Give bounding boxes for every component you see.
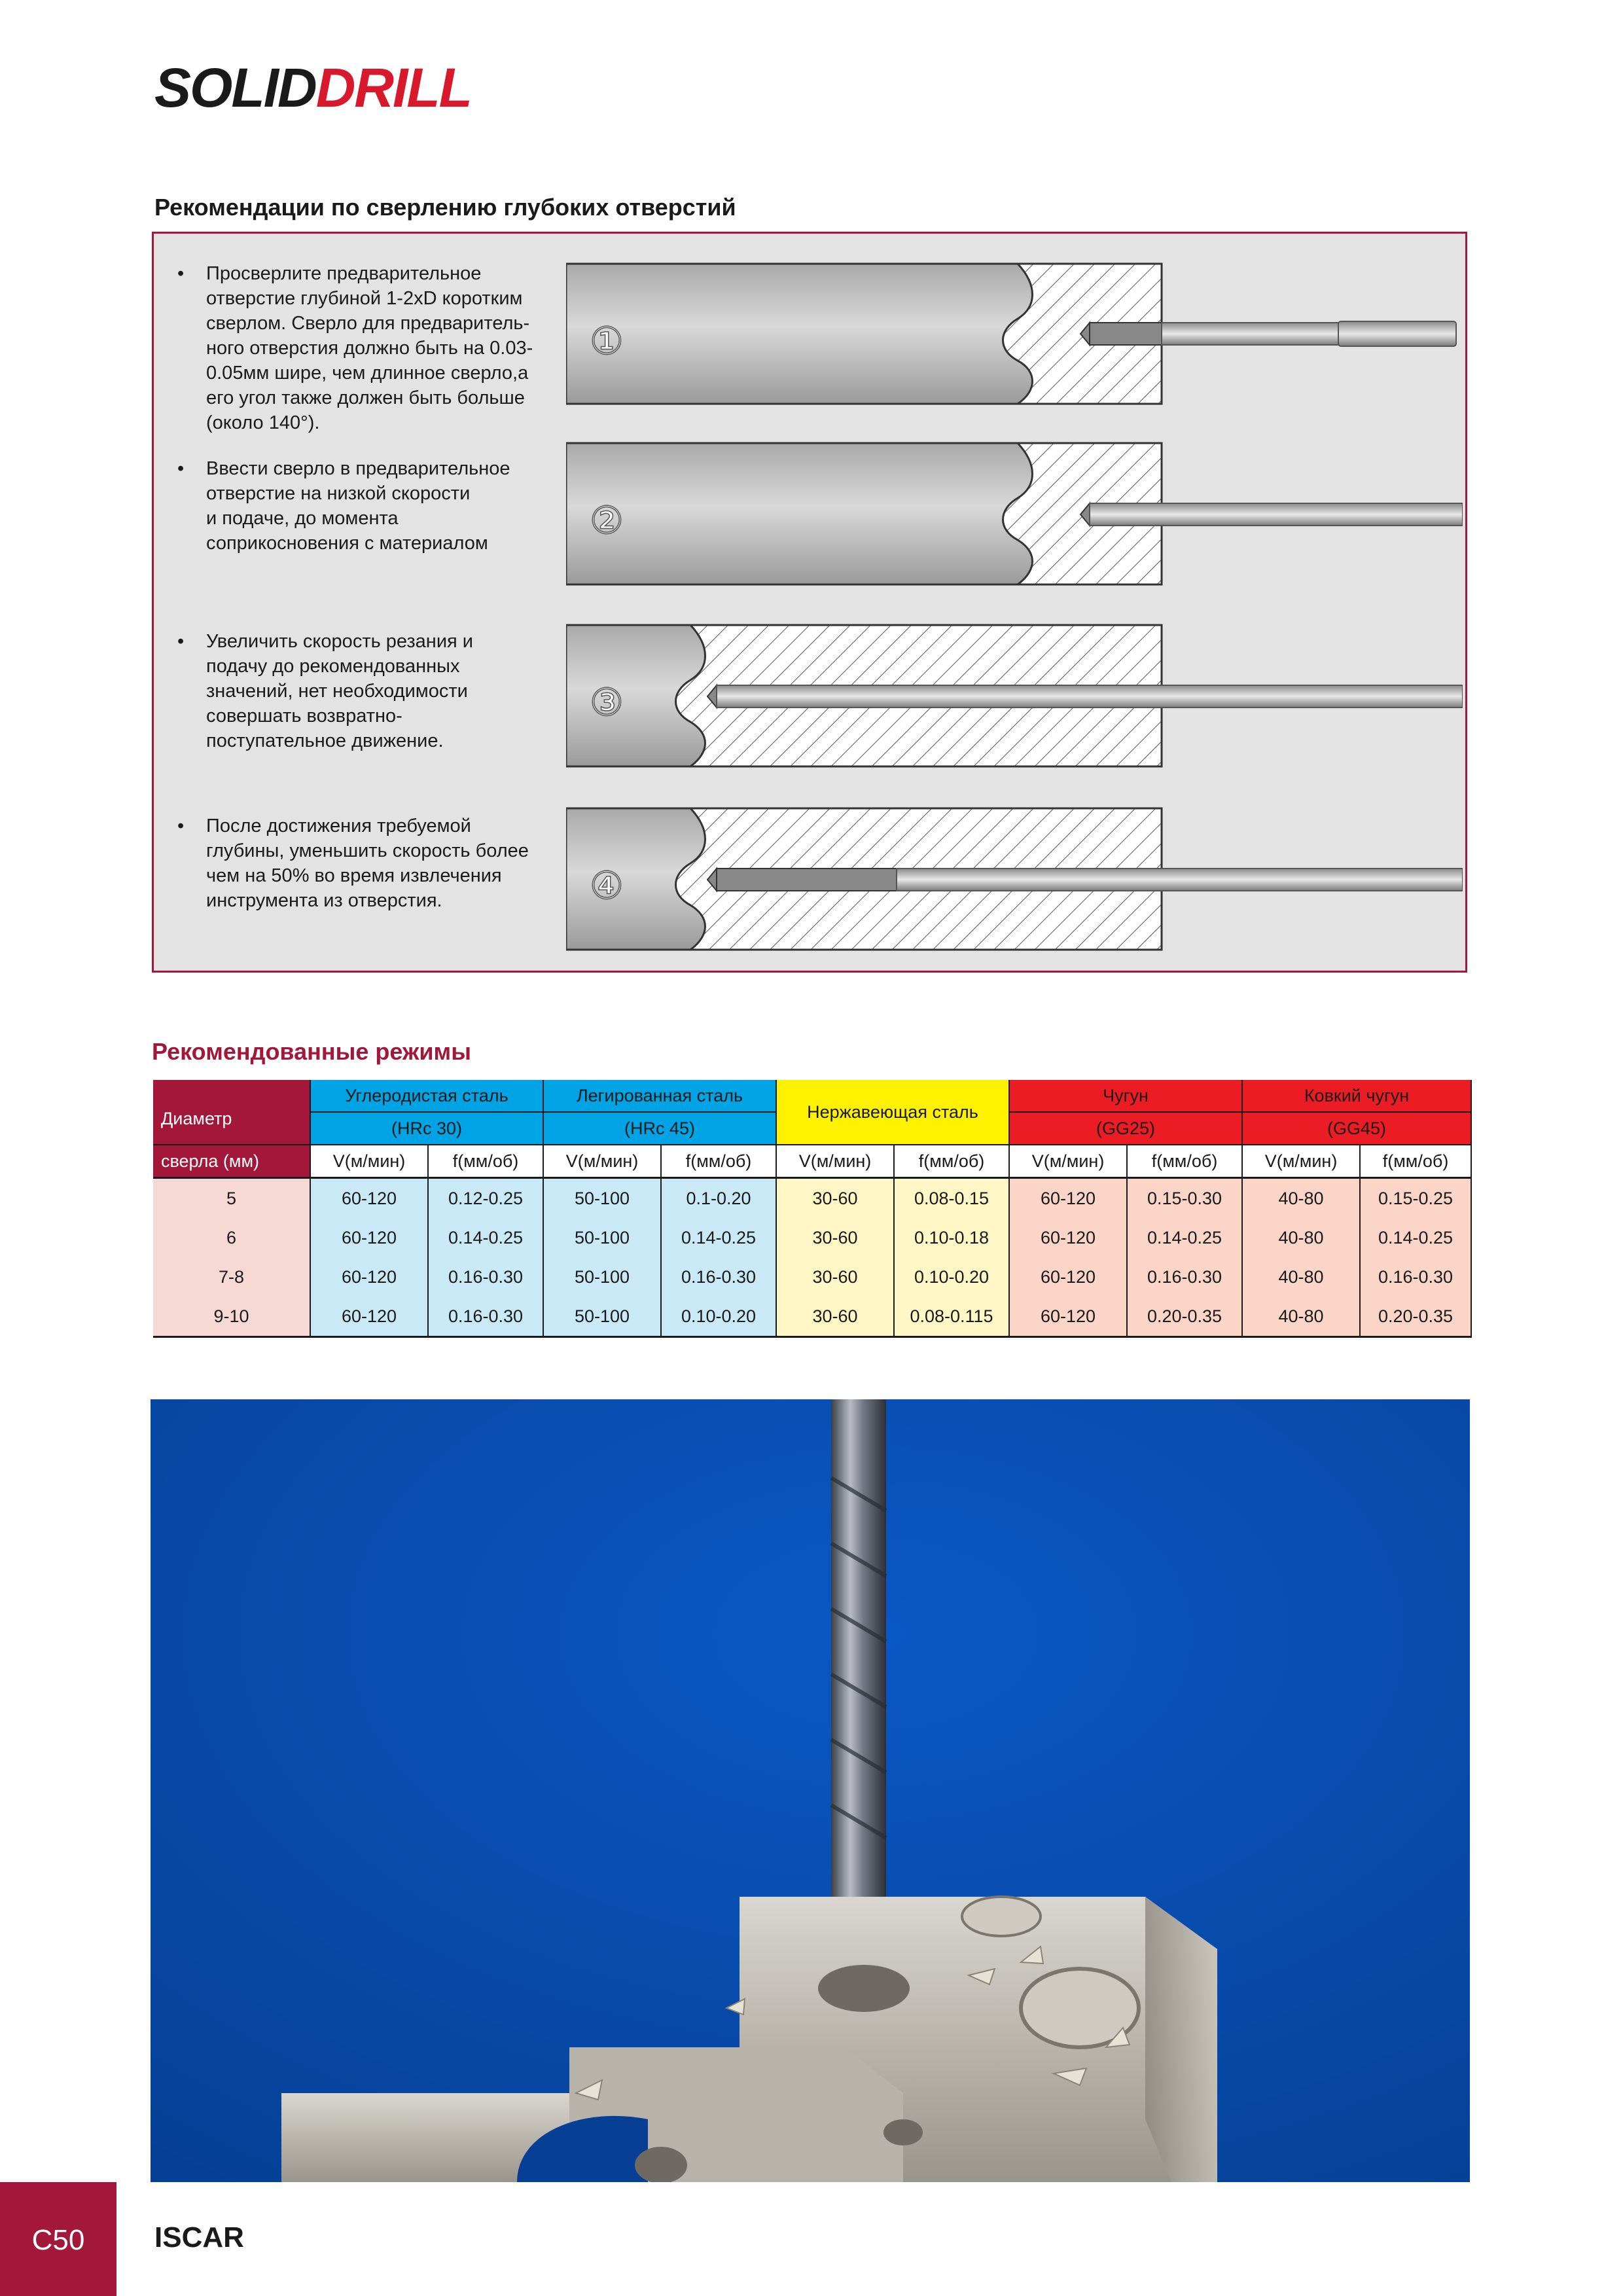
unit-v: V(м/мин): [310, 1145, 428, 1178]
unit-f: f(мм/об): [661, 1145, 776, 1178]
step-3-diagram: [566, 624, 1463, 769]
table-cell: 0.16-0.30: [661, 1257, 776, 1297]
cell-diameter: 5: [153, 1178, 310, 1219]
table-cell: 0.15-0.30: [1127, 1178, 1242, 1219]
step-2-text: [177, 456, 544, 556]
step-1-description: Просверлите предварительное отверстие глубиной 1-2xD коротким сверлом. Сверло для предваритель- ного отверстия должно быть на 0.03- 0.05мм шире, чем длинное сверло,а его угол также должен быть больше (около 140°).: [206, 263, 533, 433]
table-cell: 0.20-0.35: [1360, 1297, 1471, 1337]
table-cell: 50-100: [543, 1297, 661, 1337]
bullet: •: [177, 263, 185, 284]
table-cell: 40-80: [1242, 1297, 1360, 1337]
bullet: •: [177, 631, 185, 652]
table-cell: 0.20-0.35: [1127, 1297, 1242, 1337]
table-cell: 0.16-0.30: [1127, 1257, 1242, 1297]
table-cell: 0.10-0.20: [661, 1297, 776, 1337]
group-carbon-steel: Углеродистая сталь: [310, 1080, 543, 1112]
table-cell: 30-60: [776, 1297, 894, 1337]
table-cell: 60-120: [1009, 1178, 1127, 1219]
table-row: [153, 1257, 1471, 1297]
table-cell: 50-100: [543, 1178, 661, 1219]
step-number-3: ③: [590, 680, 624, 725]
table-cell: 0.14-0.25: [1360, 1218, 1471, 1257]
table-cell: 0.10-0.20: [894, 1257, 1009, 1297]
group-alloy-steel: Легированная сталь: [543, 1080, 776, 1112]
table-cell: 30-60: [776, 1218, 894, 1257]
bullet: •: [177, 458, 185, 479]
table-cell: 60-120: [310, 1257, 428, 1297]
section-title: Рекомендации по сверлению глубоких отверстий: [154, 194, 736, 221]
group-ductile-iron: Ковкий чугун: [1242, 1080, 1471, 1112]
table-cell: 0.16-0.30: [428, 1257, 543, 1297]
step-2-description: Ввести сверло в предварительное отверстие на низкой скорости и подаче, до момента соприкосновения с материалом: [206, 458, 510, 554]
table-row: [153, 1218, 1471, 1257]
table-cell: 30-60: [776, 1178, 894, 1219]
table-cell: 40-80: [1242, 1178, 1360, 1219]
table-cell: 0.10-0.18: [894, 1218, 1009, 1257]
unit-v: V(м/мин): [776, 1145, 894, 1178]
table-cell: 0.16-0.30: [1360, 1257, 1471, 1297]
table-units-row: [153, 1145, 1471, 1178]
group-cast-iron: Чугун: [1009, 1080, 1242, 1112]
deep-drilling-steps-panel: [152, 232, 1467, 973]
table-cell: 0.14-0.25: [428, 1218, 543, 1257]
step-3-description: Увеличить скорость резания и подачу до рекомендованных значений, нет необходимости совершать возвратно- поступательное движение.: [206, 631, 473, 751]
table-cell: 0.14-0.25: [1127, 1218, 1242, 1257]
table-cell: 60-120: [310, 1178, 428, 1219]
table-cell: 40-80: [1242, 1218, 1360, 1257]
recommended-modes-title: Рекомендованные режимы: [152, 1038, 471, 1065]
cell-diameter: 9-10: [153, 1297, 310, 1337]
table-header-row-1: [153, 1080, 1471, 1112]
table-cell: 0.16-0.30: [428, 1297, 543, 1337]
brand-name: ISCAR: [154, 2221, 244, 2253]
cell-diameter: 6: [153, 1218, 310, 1257]
drilling-photo: [151, 1399, 1470, 2182]
group-alloy-steel-hardness: (HRc 45): [543, 1112, 776, 1145]
unit-f: f(мм/об): [894, 1145, 1009, 1178]
unit-v: V(м/мин): [1009, 1145, 1127, 1178]
table-row: [153, 1178, 1471, 1219]
step-1-text: [177, 261, 544, 435]
solid-drill-logo: [154, 57, 471, 118]
group-ductile-iron-grade: (GG45): [1242, 1112, 1471, 1145]
header-drill-diameter-mm: сверла (мм): [153, 1145, 310, 1178]
unit-v: V(м/мин): [1242, 1145, 1360, 1178]
table-cell: 50-100: [543, 1257, 661, 1297]
logo-part-drill: DRILL: [315, 57, 471, 118]
bullet: •: [177, 816, 185, 836]
table-cell: 60-120: [1009, 1218, 1127, 1257]
group-stainless-steel: Нержавеющая сталь: [776, 1080, 1009, 1145]
table-cell: 60-120: [1009, 1297, 1127, 1337]
step-3-text: [177, 629, 544, 753]
table-cell: 40-80: [1242, 1257, 1360, 1297]
unit-f: f(мм/об): [1127, 1145, 1242, 1178]
cell-diameter: 7-8: [153, 1257, 310, 1297]
table-cell: 30-60: [776, 1257, 894, 1297]
page-number: C50: [31, 2224, 85, 2256]
step-number-4: ④: [590, 863, 624, 908]
table-cell: 60-120: [310, 1297, 428, 1337]
header-diameter: Диаметр: [153, 1080, 310, 1145]
recommended-modes-table: [153, 1080, 1472, 1338]
step-number-2: ②: [590, 498, 624, 543]
table-cell: 0.12-0.25: [428, 1178, 543, 1219]
logo-part-solid: SOLID: [154, 57, 316, 118]
table-row: [153, 1297, 1471, 1337]
step-4-description: После достижения требуемой глубины, уменьшить скорость более чем на 50% во время извлечения инструмента из отверстия.: [206, 816, 529, 911]
step-1-diagram: [566, 262, 1463, 406]
table-cell: 0.14-0.25: [661, 1218, 776, 1257]
table-cell: 60-120: [310, 1218, 428, 1257]
table-cell: 0.08-0.115: [894, 1297, 1009, 1337]
table-cell: 0.1-0.20: [661, 1178, 776, 1219]
unit-v: V(м/мин): [543, 1145, 661, 1178]
table-cell: 50-100: [543, 1218, 661, 1257]
step-2-diagram: [566, 442, 1463, 587]
group-carbon-steel-hardness: (HRc 30): [310, 1112, 543, 1145]
step-number-1: ①: [590, 319, 624, 363]
table-cell: 60-120: [1009, 1257, 1127, 1297]
step-4-diagram: [566, 807, 1463, 952]
unit-f: f(мм/об): [428, 1145, 543, 1178]
table-cell: 0.08-0.15: [894, 1178, 1009, 1219]
group-cast-iron-grade: (GG25): [1009, 1112, 1242, 1145]
step-4-text: [177, 814, 544, 913]
table-cell: 0.15-0.25: [1360, 1178, 1471, 1219]
unit-f: f(мм/об): [1360, 1145, 1471, 1178]
